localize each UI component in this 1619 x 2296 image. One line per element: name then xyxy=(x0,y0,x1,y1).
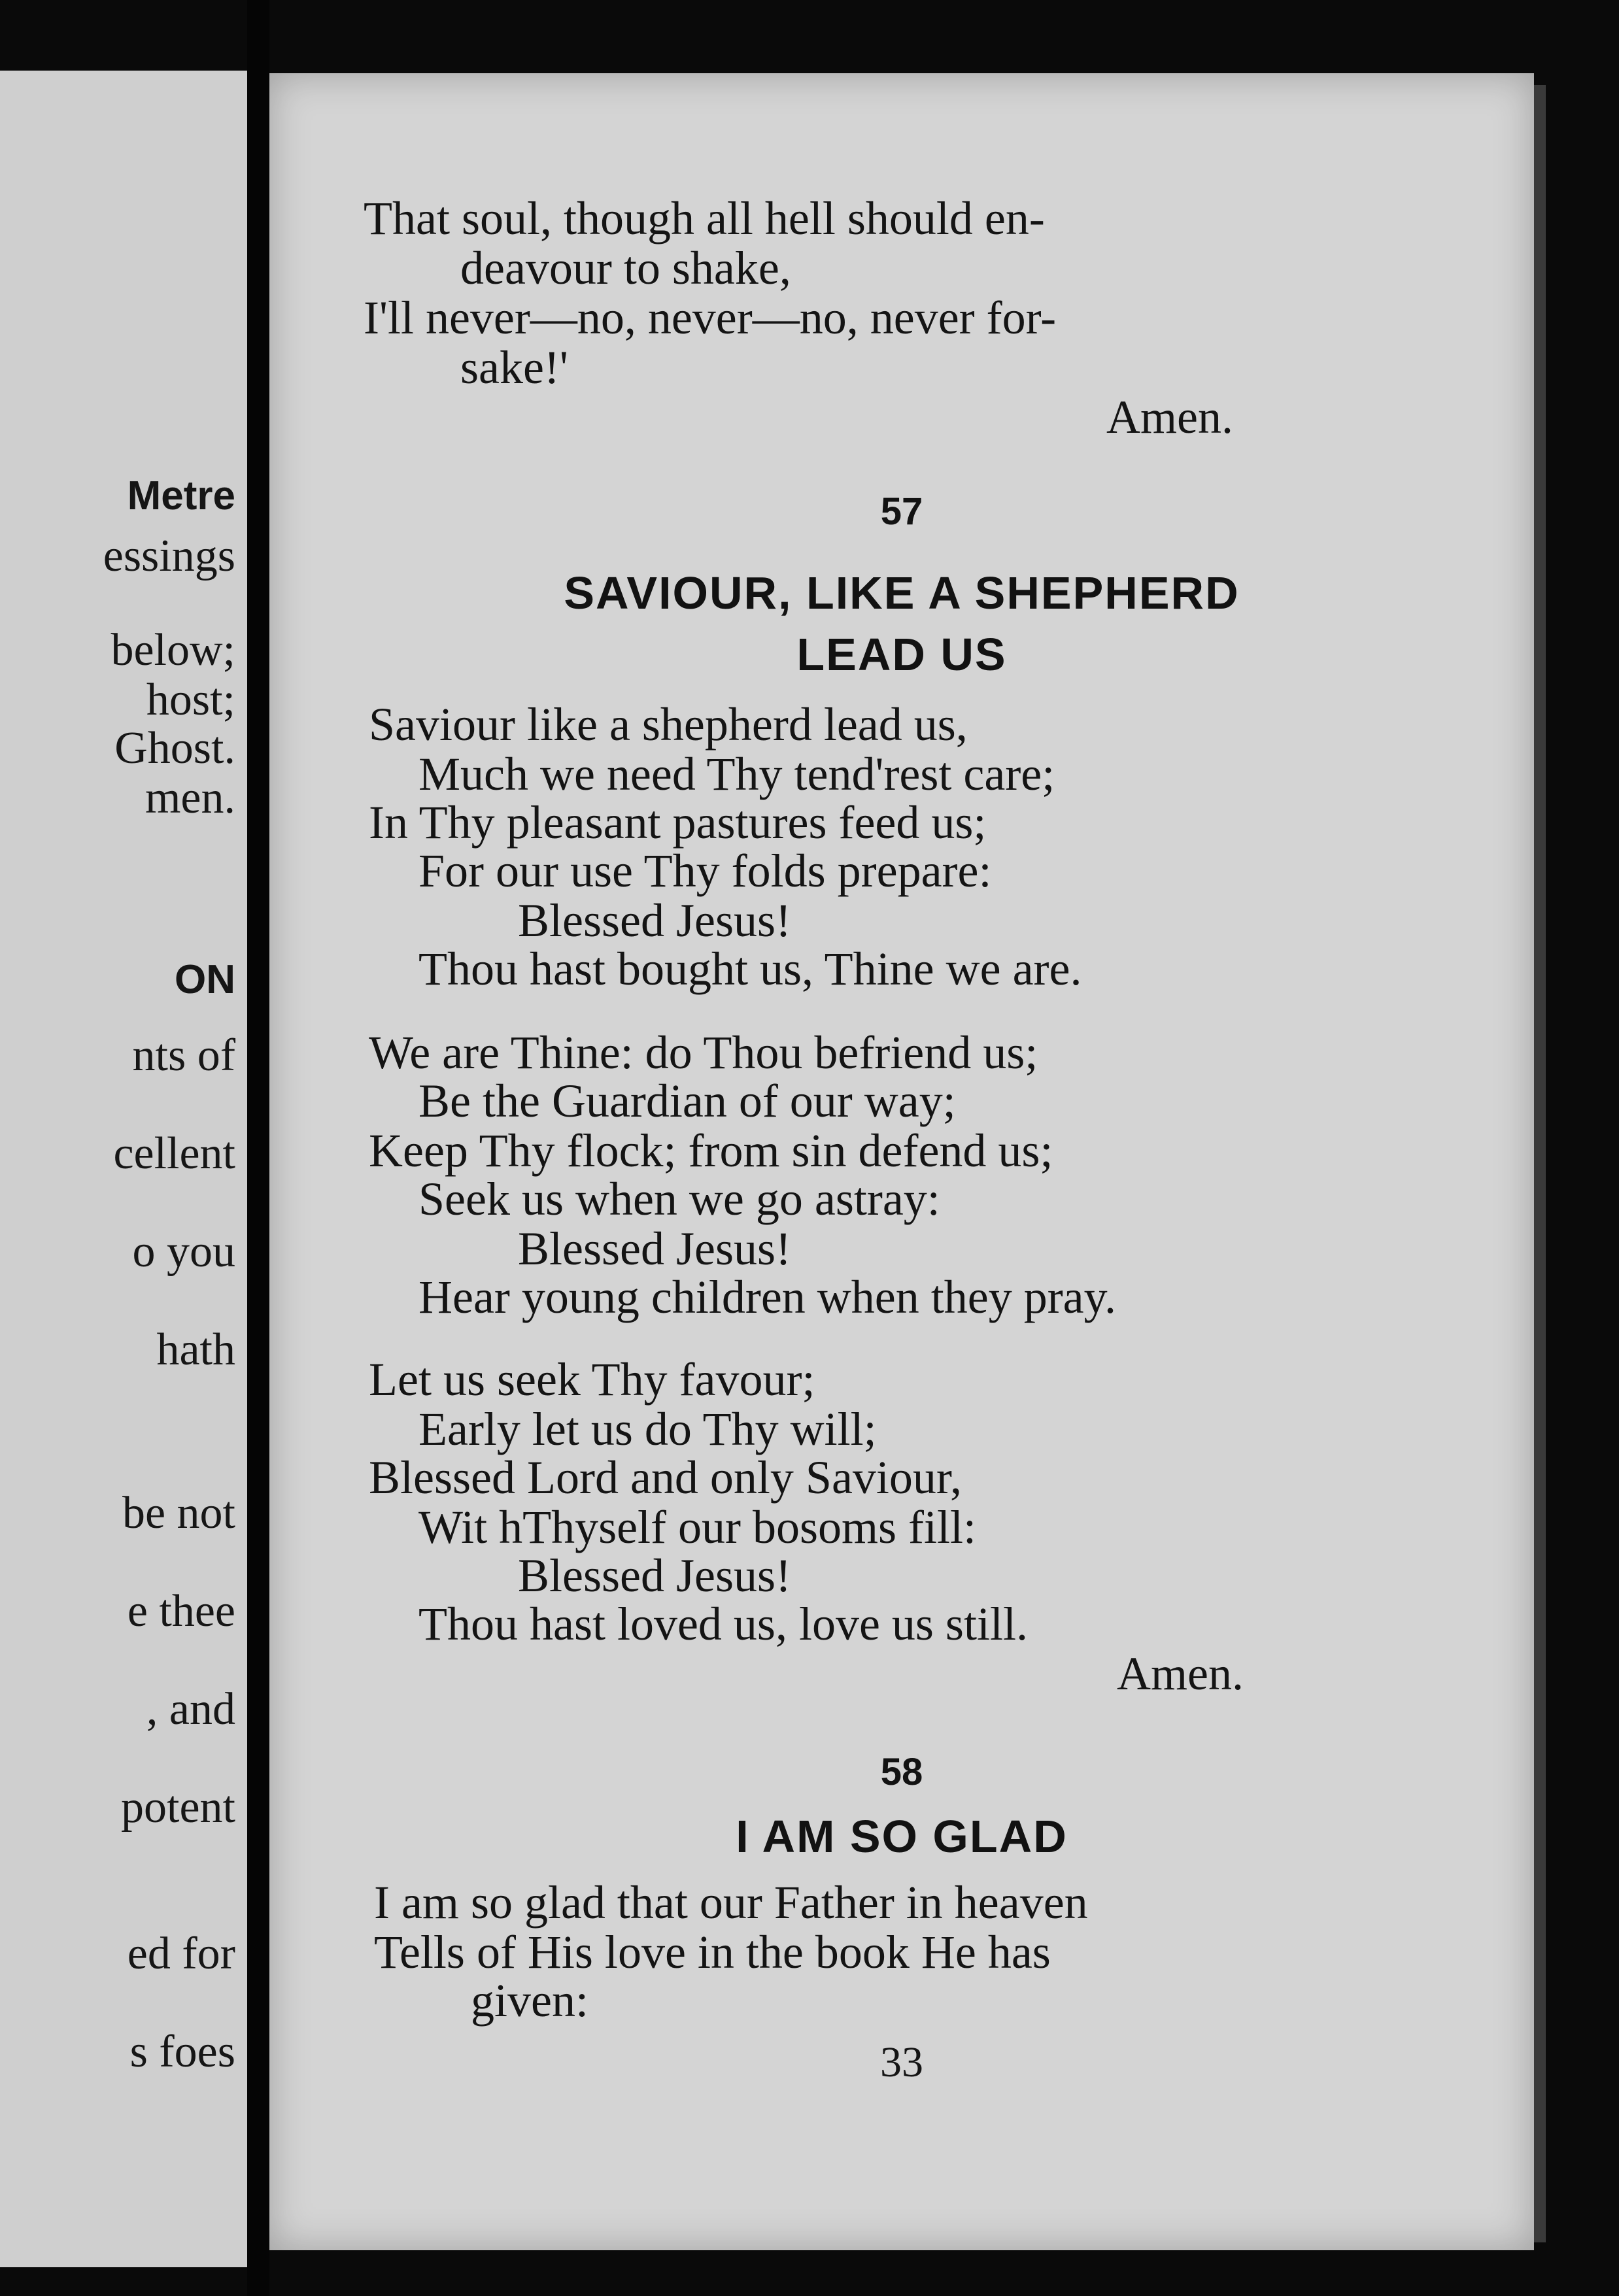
hymn-58-line: I am so glad that our Father in heaven xyxy=(374,1876,1088,1929)
hymn-number-57: 57 xyxy=(880,490,923,533)
left-fragment: below; xyxy=(111,625,235,675)
verse1-line: In Thy pleasant pastures feed us; xyxy=(369,796,987,849)
right-page xyxy=(269,73,1534,2250)
left-fragment: men. xyxy=(145,773,235,823)
verse1-line: For our use Thy folds prepare: xyxy=(418,845,992,897)
left-fragment: Ghost. xyxy=(114,723,235,773)
verse2-line: Seek us when we go astray: xyxy=(418,1173,940,1225)
left-fragment: ed for xyxy=(127,1929,235,1979)
prev-hymn-line: I'll never—no, never—no, never for- xyxy=(364,292,1057,344)
left-fragment: hath xyxy=(156,1325,235,1375)
verse2-line: Be the Guardian of our way; xyxy=(418,1075,956,1127)
left-page xyxy=(0,71,247,2267)
left-fragment: , and xyxy=(146,1684,235,1734)
left-fragment: e thee xyxy=(127,1586,235,1636)
verse2-line: We are Thine: do Thou befriend us; xyxy=(369,1026,1038,1079)
left-fragment: be not xyxy=(122,1488,235,1538)
book-gutter xyxy=(247,0,269,2296)
verse1-line: Much we need Thy tend'rest care; xyxy=(418,748,1055,800)
hymn-57-amen: Amen. xyxy=(1117,1647,1244,1700)
verse2-line: Blessed Jesus! xyxy=(518,1223,791,1275)
hymn-58-line: Tells of His love in the book He has xyxy=(374,1926,1051,1978)
verse3-line: Early let us do Thy will; xyxy=(418,1403,877,1455)
hymn-number-58: 58 xyxy=(880,1751,923,1793)
verse1-line: Thou hast bought us, Thine we are. xyxy=(418,943,1082,995)
verse3-line: Wit hThyself our bosoms fill: xyxy=(418,1501,977,1553)
left-fragment: s foes xyxy=(129,2027,235,2077)
hymn-58-title: I AM SO GLAD xyxy=(736,1811,1068,1862)
verse3-line: Blessed Jesus! xyxy=(518,1549,791,1602)
verse3-line: Blessed Lord and only Saviour, xyxy=(369,1451,962,1504)
hymn-57-title-line2: LEAD US xyxy=(796,629,1007,680)
left-fragment: cellent xyxy=(113,1128,235,1179)
left-fragment: potent xyxy=(121,1782,235,1832)
prev-hymn-amen: Amen. xyxy=(1106,391,1233,443)
left-fragment: nts of xyxy=(132,1030,235,1081)
prev-hymn-line: sake!' xyxy=(460,341,568,394)
verse1-line: Blessed Jesus! xyxy=(518,894,791,947)
left-fragment: essings xyxy=(103,531,235,581)
verse3-line: Let us seek Thy favour; xyxy=(369,1353,815,1406)
hymn-58-line: given: xyxy=(471,1974,588,2027)
hymn-57-title-line1: SAVIOUR, LIKE A SHEPHERD xyxy=(564,567,1240,618)
verse2-line: Hear young children when they pray. xyxy=(418,1271,1116,1323)
left-fragment: o you xyxy=(132,1226,235,1277)
verse2-line: Keep Thy flock; from sin defend us; xyxy=(369,1124,1053,1177)
left-fragment: Metre xyxy=(127,473,235,518)
verse3-line: Thou hast loved us, love us still. xyxy=(418,1598,1028,1650)
page-edge xyxy=(1534,85,1546,2242)
prev-hymn-line: deavour to shake, xyxy=(460,242,791,294)
verse1-line: Saviour like a shepherd lead us, xyxy=(369,698,968,751)
page-number: 33 xyxy=(880,2038,923,2086)
left-fragment: ON xyxy=(175,957,235,1002)
prev-hymn-line: That soul, though all hell should en- xyxy=(364,192,1045,245)
left-fragment: host; xyxy=(146,675,235,725)
